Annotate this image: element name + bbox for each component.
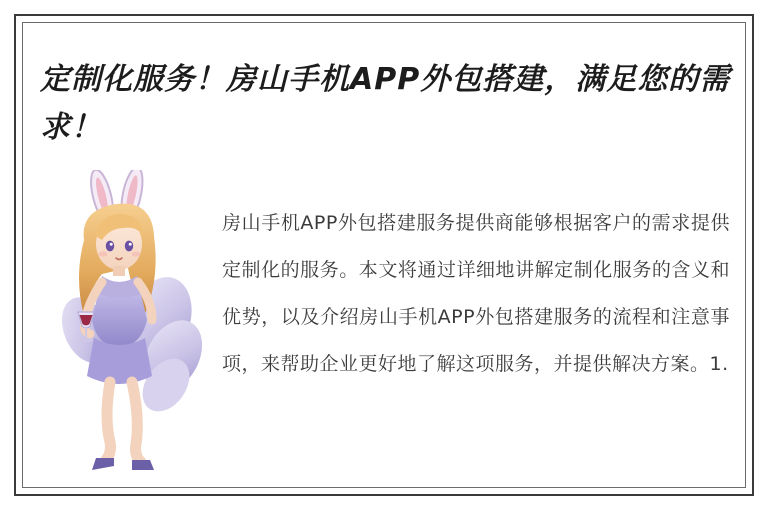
body-paragraph: 房山手机APP外包搭建服务提供商能够根据客户的需求提供定制化的服务。本文将通过详细地讲解定制化服务的含义和优势，以及介绍房山手机APP外包搭建服务的流程和注意事项，来帮助企业更好地了解这项服务，并提供解决方案。1.: [222, 212, 730, 375]
bunny-girl-character-illustration: [40, 170, 230, 480]
page-title: 定制化服务！房山手机APP外包搭建，满足您的需求！: [40, 62, 731, 145]
